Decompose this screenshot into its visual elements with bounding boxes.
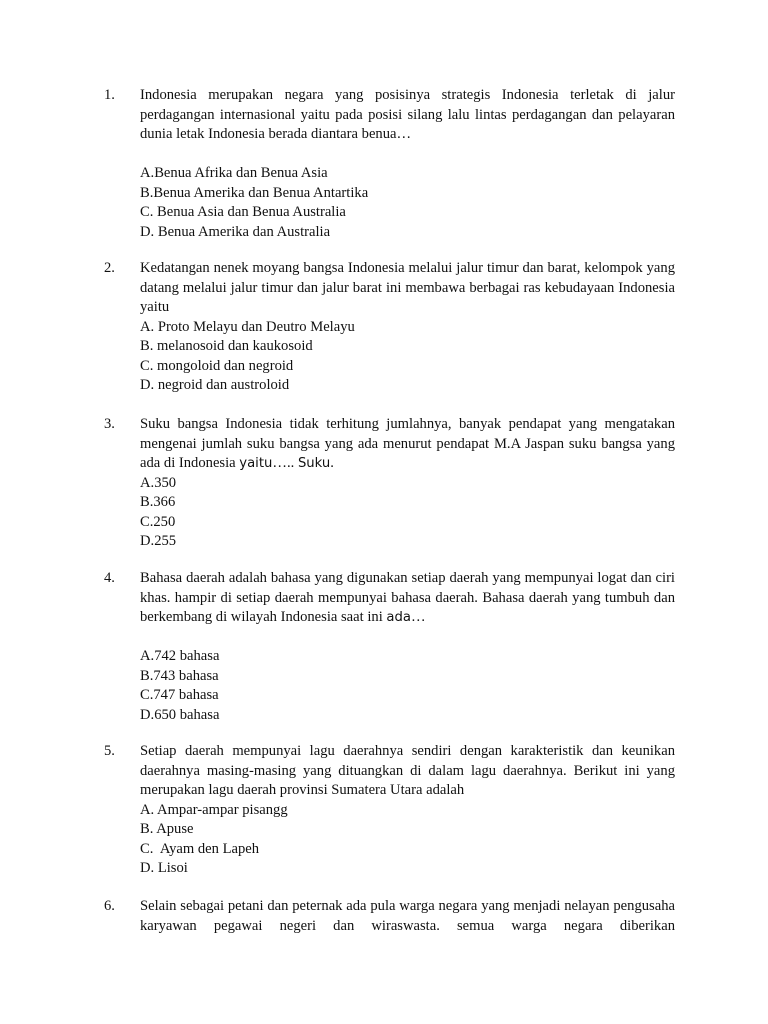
question-body bbox=[140, 742, 675, 879]
question-number: 4. bbox=[104, 570, 115, 586]
option-d: D. Lisoi bbox=[140, 860, 188, 876]
question-stem: Kedatangan nenek moyang bangsa Indonesia melalui jalur timur dan barat, kelompok yang datang melalui jalur timur dan jalur barat ini membawa berbagai ras kebudayaan Indonesia yaitu bbox=[140, 260, 675, 315]
question-number: 5. bbox=[104, 743, 115, 759]
option-c: C. Ayam den Lapeh bbox=[140, 840, 260, 857]
question-body bbox=[140, 415, 675, 552]
question-body bbox=[140, 259, 675, 396]
option-a: A.742 bahasa bbox=[140, 648, 220, 664]
option-b: B. melanosoid dan kaukosoid bbox=[140, 338, 313, 354]
option-c: C. mongoloid dan negroid bbox=[140, 357, 294, 374]
question-body bbox=[140, 569, 675, 725]
option-a: A. Ampar-ampar pisangg bbox=[140, 801, 288, 818]
stem-text: Suku bangsa Indonesia tidak terhitung jumlahnya, banyak pendapat yang mengatakan mengenai jumlah suku bangsa yang ada menurut pendapat M.A Jaspan suku bangsa yang ada di Indonesia bbox=[140, 416, 675, 471]
option-c: C.747 bahasa bbox=[140, 687, 219, 703]
option-d: D. negroid dan austroloid bbox=[140, 377, 290, 393]
option-a: A.350 bbox=[140, 474, 177, 491]
question-number: 1. bbox=[104, 87, 115, 103]
stem-text: … bbox=[410, 609, 426, 625]
stem-text: ….. bbox=[272, 455, 298, 471]
stem-text: Bahasa daerah adalah bahasa yang digunakan setiap daerah yang mempunyai logat dan ciri khas. hampir di setiap daerah mempunyai bahasa daerah. Bahasa daerah yang tumbuh dan berkembang di wilayah Indonesia saat ini bbox=[140, 570, 675, 625]
stem-text: Suku bbox=[297, 456, 331, 471]
question-stem bbox=[140, 569, 675, 628]
question-number: 6. bbox=[104, 898, 115, 914]
question-body bbox=[140, 86, 675, 242]
option-d: D. Benua Amerika dan Australia bbox=[140, 223, 331, 240]
question-stem: Indonesia merupakan negara yang posisinya strategis Indonesia terletak di jalur perdagangan internasional yaitu pada posisi silang lalu lintas perdagangan dan pelayaran dunia letak Indonesia berada diantara benua… bbox=[140, 87, 675, 142]
question-body bbox=[140, 897, 675, 936]
question-stem: Setiap daerah mempunyai lagu daerahnya sendiri dengan karakteristik dan keunikan daerahnya masing-masing yang dituangkan di dalam lagu daerahnya. Berikut ini yang merupakan lagu daerah provinsi Sumatera Utara adalah bbox=[140, 743, 675, 798]
question-number: 2. bbox=[104, 260, 115, 276]
stem-text: ada bbox=[386, 610, 411, 625]
option-c: C.250 bbox=[140, 513, 176, 530]
question-number: 3. bbox=[104, 416, 115, 432]
option-b: B.366 bbox=[140, 494, 176, 510]
option-b: B.Benua Amerika dan Benua Antartika bbox=[140, 184, 369, 201]
question-stem: Selain sebagai petani dan peternak ada pula warga negara yang menjadi nelayan pengusaha karyawan pegawai negeri dan wiraswasta. semua warga negara diberikan bbox=[140, 898, 675, 934]
stem-text: . bbox=[330, 455, 334, 471]
option-b: B.743 bahasa bbox=[140, 667, 219, 684]
option-c: C. Benua Asia dan Benua Australia bbox=[140, 204, 346, 220]
stem-text: yaitu bbox=[239, 456, 273, 471]
option-d: D.255 bbox=[140, 533, 177, 549]
option-d: D.650 bahasa bbox=[140, 706, 220, 723]
option-a: A. Proto Melayu dan Deutro Melayu bbox=[140, 318, 355, 335]
option-b: B. Apuse bbox=[140, 821, 194, 837]
question-stem bbox=[140, 415, 675, 474]
option-a: A.Benua Afrika dan Benua Asia bbox=[140, 165, 328, 181]
